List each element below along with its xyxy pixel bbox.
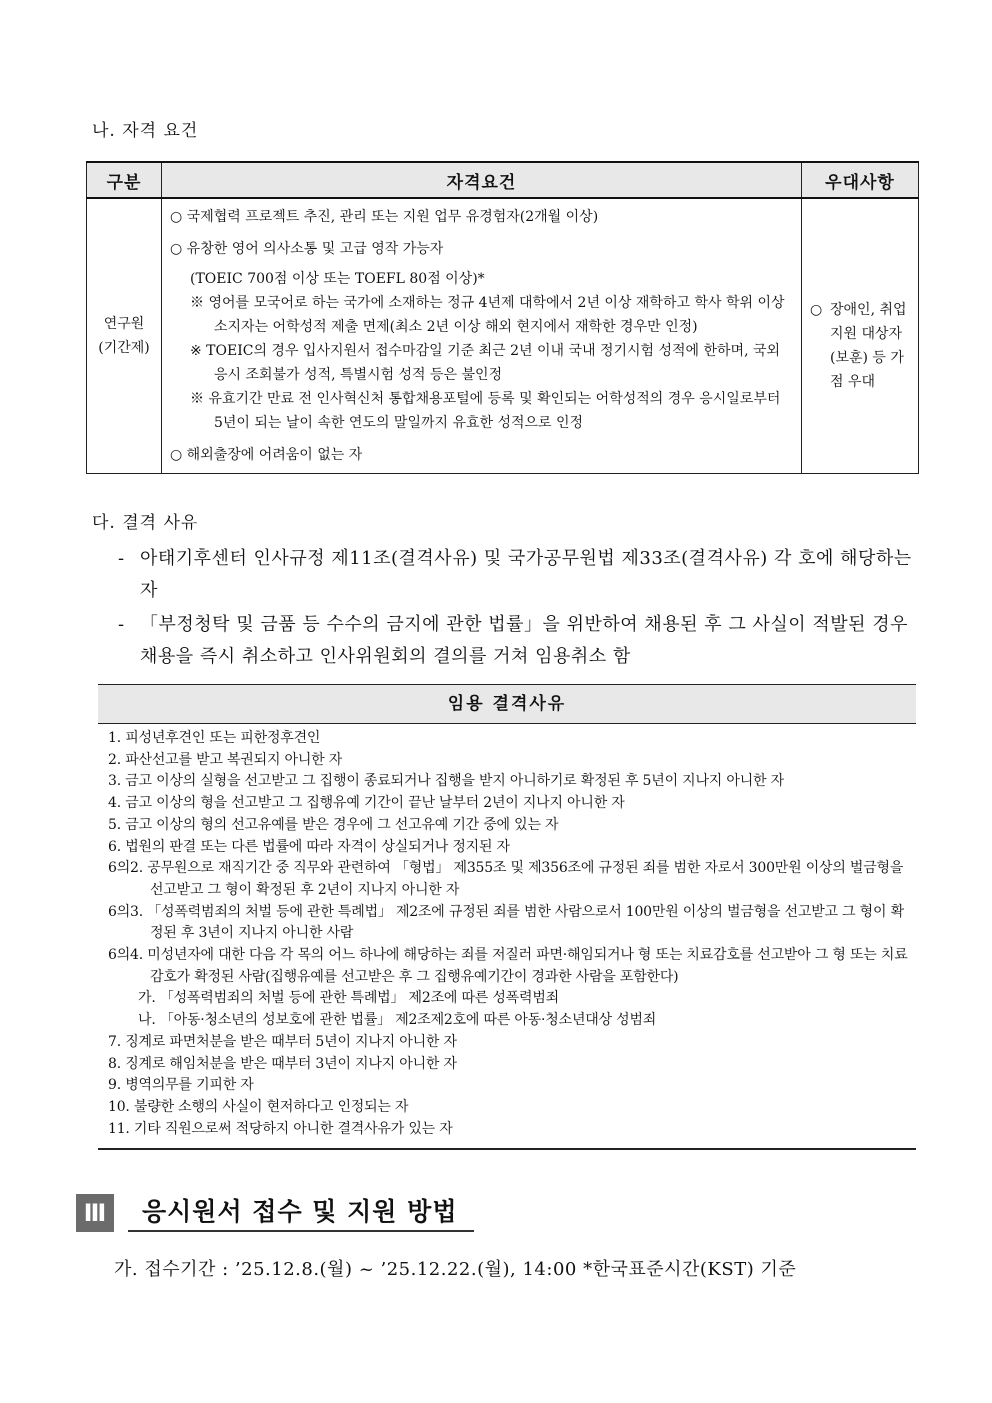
category-cell — [87, 198, 162, 474]
preference-text: 장애인, 취업지원 대상자 (보훈) 등 가점 우대 — [830, 302, 907, 390]
list-item: 6의4. 미성년자에 대한 다음 각 목의 어느 하나에 해당하는 죄를 저질러 파면·해임되거나 형 또는 치료감호를 선고받아 그 형 또는 치료감호가 확정된 사람(집행유예를 선고받은 후 그 집행유예기간이 경과한 사람을 포함한다) — [108, 947, 908, 985]
list-item: 1. 피성년후견인 또는 피한정후견인 — [108, 730, 321, 746]
category-line2: (기간제) — [98, 340, 150, 356]
list-subitem: 나. 「아동·청소년의 성보호에 관한 법률」 제2조제2호에 따른 아동·청소년대상 성범죄 — [138, 1012, 657, 1029]
section-number-badge: Ⅲ — [76, 1194, 114, 1232]
header-preference: 우대사항 — [802, 162, 919, 198]
section-title-disqualification: 다. 결격 사유 — [92, 513, 199, 533]
list-item: 11. 기타 직원으로써 적당하지 아니한 결격사유가 있는 자 — [108, 1120, 453, 1137]
requirement-travel: ○ 해외출장에 어려움이 없는 자 — [170, 447, 363, 463]
disqualification-box — [98, 684, 916, 1150]
list-item: 3. 금고 이상의 실형을 선고받고 그 집행이 종료되거나 집행을 받지 아니하기로 확정된 후 5년이 지나지 아니한 자 — [108, 773, 784, 790]
dash-mark: - — [118, 614, 125, 635]
list-item: 9. 병역의무를 기피한 자 — [108, 1077, 254, 1094]
list-item: 6의3. 「성폭력범죄의 처벌 등에 관한 특례법」 제2조에 규정된 죄를 범한 사람으로서 100만원 이상의 벌금형을 선고받고 그 형이 확정된 후 3년이 지나지 아니한 사람 — [108, 903, 904, 942]
requirement-note-1: ※ 영어를 모국어로 하는 국가에 소재하는 정규 4년제 대학에서 2년 이상 재학하고 학사 학위 이상 소지자는 어학성적 제출 면제(최소 2년 이상 해외 현지에서 재학한 경우만 인정) — [190, 295, 785, 335]
disqualification-list — [98, 724, 916, 1148]
application-period: 가. 접수기간 : ’25.12.8.(월) ~ ’25.12.22.(월), 14:00 *한국표준시간(KST) 기준 — [114, 1259, 797, 1280]
list-item: 10. 불량한 소행의 사실이 현저하다고 인정되는 자 — [108, 1098, 409, 1115]
list-item: 7. 징계로 파면처분을 받은 때부터 5년이 지나지 아니한 자 — [108, 1033, 457, 1050]
table-header-row — [87, 162, 919, 198]
requirement-english: ○ 유창한 영어 의사소통 및 고급 영작 가능자 — [170, 241, 444, 257]
requirement-note-2: ※ TOEIC의 경우 입사지원서 접수마감일 기준 최근 2년 이내 국내 정기시험 성적에 한하며, 국외 응시 조회불가 성적, 특별시험 성적 등은 불인정 — [190, 343, 781, 383]
disqualification-box-title: 임용 결격사유 — [98, 685, 916, 724]
header-category: 구분 — [87, 162, 162, 198]
preference-cell — [802, 198, 919, 474]
table-row — [87, 198, 919, 474]
list-item: 6. 법원의 판결 또는 다른 법률에 따라 자격이 상실되거나 정지된 자 — [108, 838, 510, 855]
preference-bullet: ○ — [810, 302, 823, 318]
paragraph-text: 「부정청탁 및 금품 등 수수의 금지에 관한 법률」을 위반하여 채용된 후 그 사실이 적발된 경우 채용을 즉시 취소하고 인사위원회의 결의를 거쳐 임용취소 함 — [140, 614, 909, 667]
header-requirements: 자격요건 — [162, 162, 802, 198]
list-item: 6의2. 공무원으로 재직기간 중 직무와 관련하여 「형법」 제355조 및 제356조에 규정된 죄를 범한 자로서 300만원 이상의 벌금형을 선고받고 그 형이 확정된 후 2년이 지나지 아니한 자 — [108, 860, 904, 898]
paragraph-text: 아태기후센터 인사규정 제11조(결격사유) 및 국가공무원법 제33조(결격사유) 각 호에 해당하는 자 — [140, 548, 912, 601]
section-title-qualification: 나. 자격 요건 — [92, 121, 199, 141]
disqualification-paragraph-1 — [118, 543, 918, 607]
list-item: 8. 징계로 해임처분을 받은 때부터 3년이 지나지 아니한 자 — [108, 1055, 457, 1072]
requirement-toeic: (TOEIC 700점 이상 또는 TOEFL 80점 이상)* — [190, 271, 485, 287]
list-item: 2. 파산선고를 받고 복권되지 아니한 자 — [108, 751, 343, 768]
disqualification-paragraph-2 — [118, 609, 918, 673]
qualification-table — [86, 161, 919, 474]
section-title-application: 응시원서 접수 및 지원 방법 — [128, 1192, 474, 1232]
requirement-note-3: ※ 유효기간 만료 전 인사혁신처 통합채용포털에 등록 및 확인되는 어학성적의 경우 응시일로부터 5년이 되는 날이 속한 연도의 말일까지 유효한 성적으로 인정 — [190, 391, 781, 431]
list-subitem: 가. 「성폭력범죄의 처벌 등에 관한 특례법」 제2조에 따른 성폭력범죄 — [138, 990, 559, 1007]
requirements-cell — [162, 198, 802, 474]
category-line1: 연구원 — [103, 316, 145, 332]
dash-mark: - — [118, 548, 125, 569]
list-item: 4. 금고 이상의 형을 선고받고 그 집행유예 기간이 끝난 날부터 2년이 지나지 아니한 자 — [108, 795, 625, 812]
list-item: 5. 금고 이상의 형의 선고유예를 받은 경우에 그 선고유예 기간 중에 있는 자 — [108, 816, 559, 833]
requirement-experience: ○ 국제협력 프로젝트 추진, 관리 또는 지원 업무 유경험자(2개월 이상) — [170, 209, 599, 225]
